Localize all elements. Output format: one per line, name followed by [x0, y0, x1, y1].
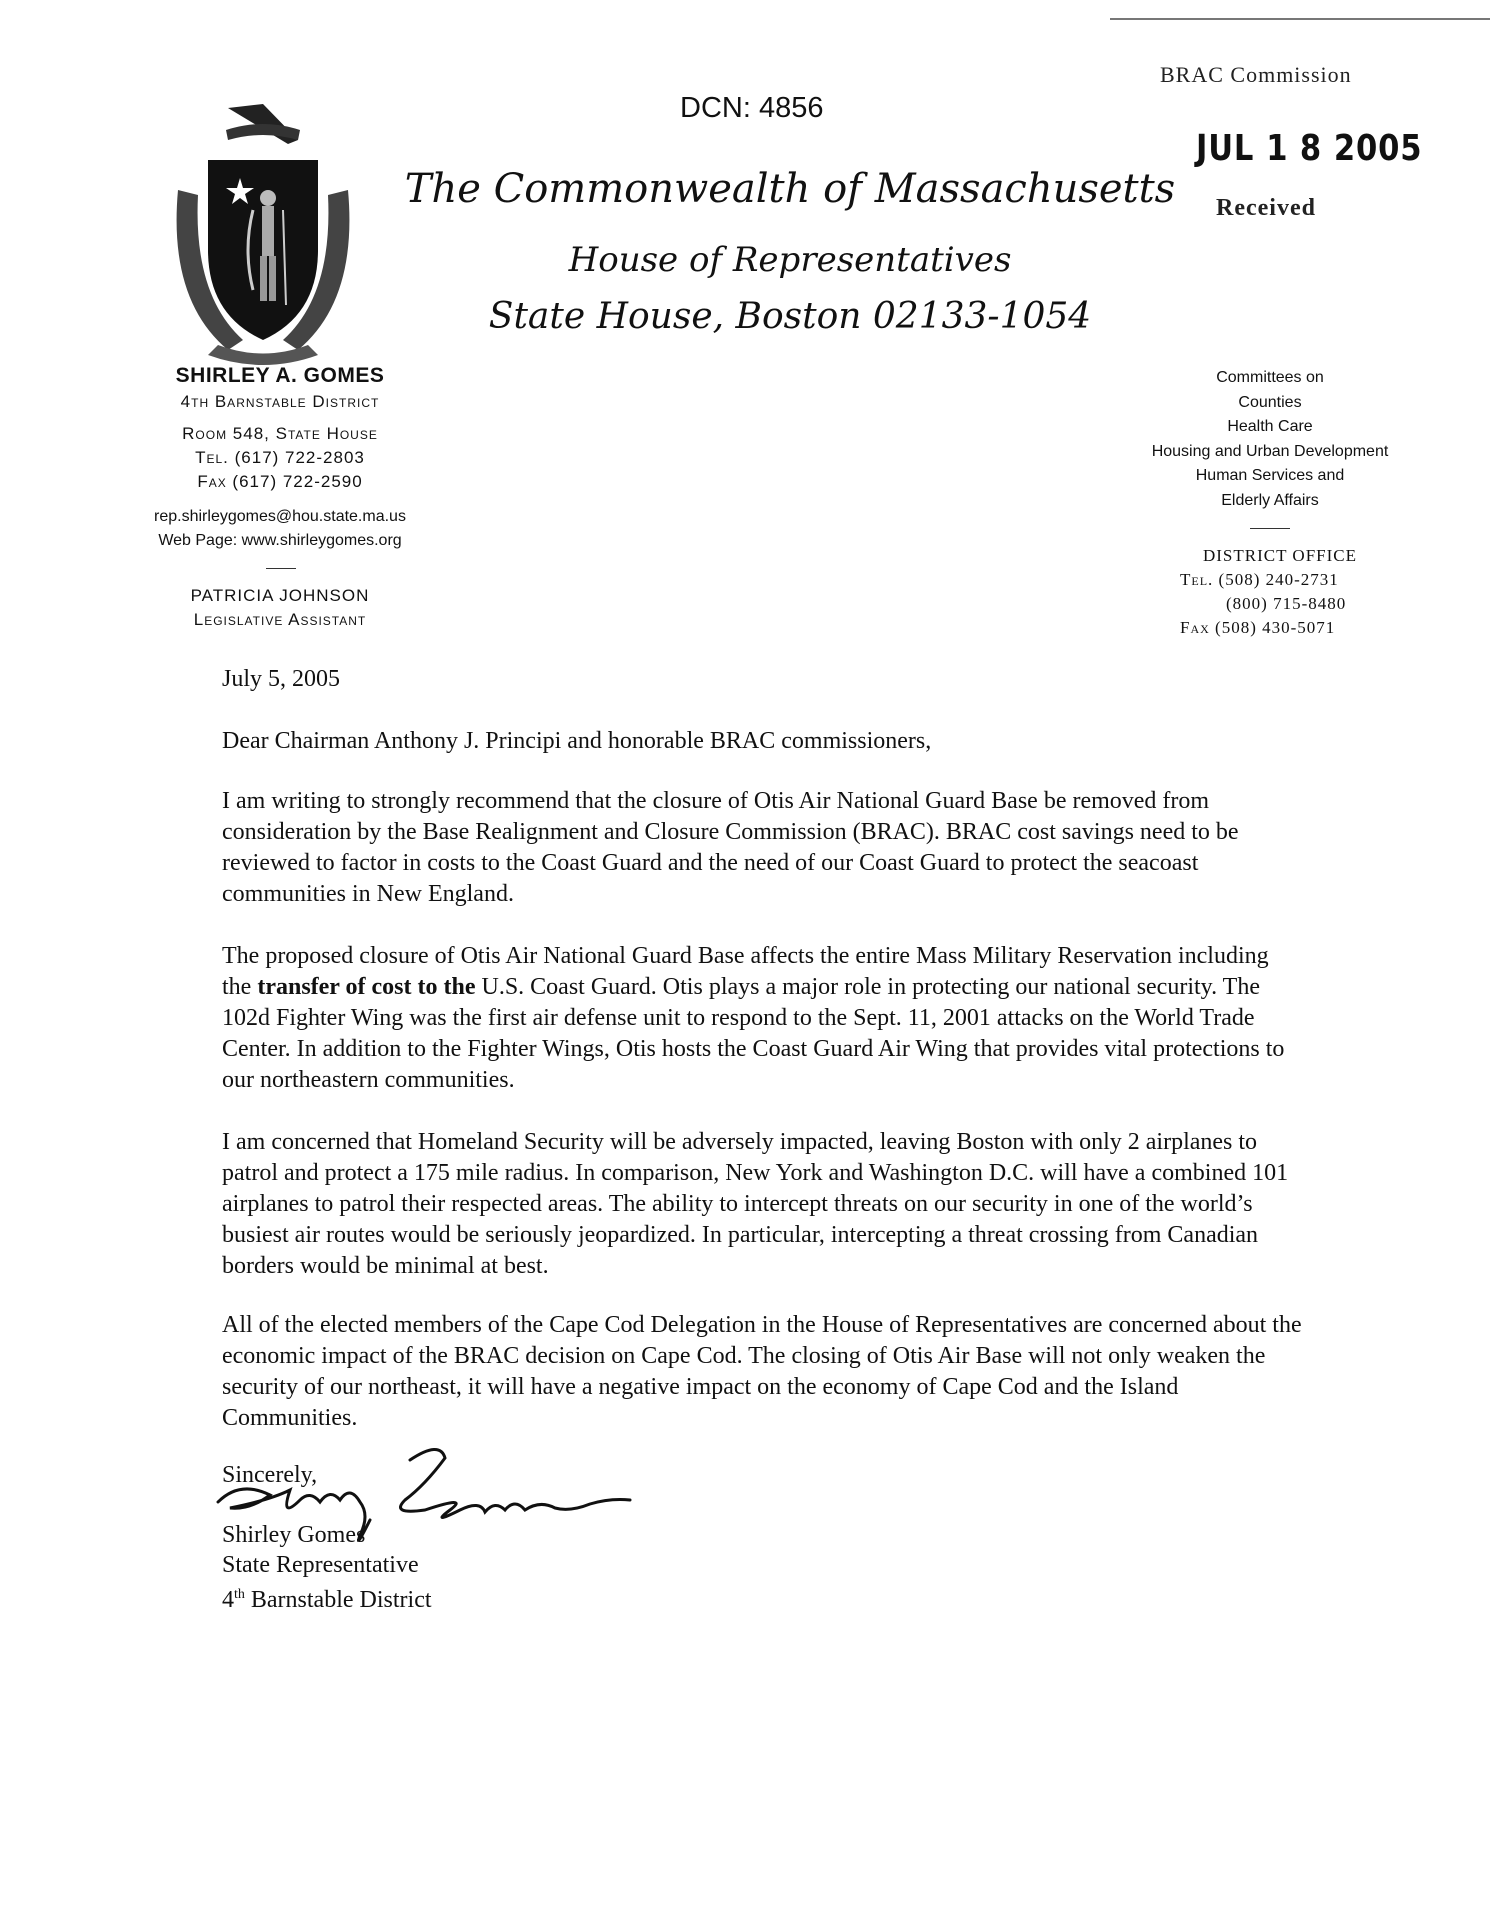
- signer-title: State Representative: [222, 1552, 419, 1578]
- stamp-year: 2005: [1333, 128, 1423, 169]
- sender-contact-block: [100, 422, 460, 494]
- district-office-heading: DISTRICT OFFICE: [1202, 546, 1357, 565]
- top-rule: [1110, 18, 1490, 20]
- letterhead-commonwealth: The Commonwealth of Massachusetts: [404, 166, 1176, 212]
- paragraph-3: I am concerned that Homeland Security will be adversely impacted, leaving Boston with only 2 airplanes to patrol and protect a 175 mile radius. In comparison, New York and Washington D.C. will have a combined 101 airplanes to patrol their respected areas. The ability to intercept threats on our security in one of the world’s busiest air routes would be seriously jeopardized. In particular, intercepting a threat crossing from Canadian borders would be minimal at best.: [222, 1129, 1289, 1279]
- sender-room: Room 548, State House: [182, 424, 378, 443]
- paragraph-1: I am writing to strongly recommend that the closure of Otis Air National Guard Base be removed from consideration by the Base Realignment and Closure Commission (BRAC). BRAC cost savings need to be reviewed to factor in costs to the Coast Guard and the need of our Coast Guard to protect the seacoast communities in New England.: [222, 788, 1239, 907]
- signer-name: Shirley Gomes: [222, 1522, 366, 1548]
- paragraph-2-bold: transfer of cost to the: [257, 974, 476, 1000]
- assistant-title: Legislative Assistant: [193, 610, 367, 629]
- sender-fax: Fax (617) 722-2590: [197, 472, 363, 491]
- sender-name: SHIRLEY A. GOMES: [175, 364, 385, 387]
- salutation: Dear Chairman Anthony J. Principi and honorable BRAC commissioners,: [222, 728, 932, 754]
- committee-item: Counties: [1238, 393, 1302, 411]
- letterhead-house: House of Representatives: [568, 240, 1012, 280]
- sender-district: 4th Barnstable District: [180, 392, 380, 411]
- closing: Sincerely,: [222, 1462, 318, 1488]
- district-office-tel2: (800) 715-8480: [1226, 594, 1347, 613]
- received-date-stamp: [1196, 128, 1434, 169]
- committee-item: Elderly Affairs: [1221, 491, 1319, 509]
- stamp-month: JUL: [1196, 128, 1255, 169]
- dcn-number: DCN: 4856: [680, 92, 824, 124]
- committees-block: [1120, 366, 1420, 513]
- sender-email: rep.shirleygomes@hou.state.ma.us: [154, 508, 406, 525]
- committee-item: Housing and Urban Development: [1151, 442, 1389, 460]
- stamp-day: 1 8: [1266, 128, 1322, 169]
- sender-tel: Tel. (617) 722-2803: [195, 448, 365, 467]
- letterhead-address: State House, Boston 02133-1054: [488, 296, 1092, 337]
- brac-commission-stamp: BRAC Commission: [1160, 62, 1352, 87]
- signer-district: 4th Barnstable District: [222, 1587, 432, 1613]
- right-divider: [1250, 528, 1290, 529]
- district-office-tel: Tel. (508) 240-2731: [1180, 570, 1339, 589]
- district-office-fax: Fax (508) 430-5071: [1180, 618, 1336, 637]
- left-divider: [266, 568, 296, 569]
- paragraph-2: [222, 941, 1302, 1096]
- committee-item: Health Care: [1227, 418, 1313, 435]
- assistant-block: [100, 584, 460, 632]
- sender-online-block: [100, 505, 460, 553]
- letter-date: July 5, 2005: [222, 666, 341, 692]
- received-label: Received: [1216, 195, 1316, 221]
- committee-item: Human Services and: [1195, 467, 1345, 484]
- assistant-name: PATRICIA JOHNSON: [190, 586, 370, 605]
- paragraph-2-part-b: U.S. Coast Guard. Otis plays a major role in protecting our national security. The 102d Fighter Wing was the first air defense unit to respond to the Sept. 11, 2001 attacks on the World Trade Center. In addition to the Fighter Wings, Otis hosts the Coast Guard Air Wing that provides vital protections to our northeastern communities.: [222, 974, 1285, 1093]
- paragraph-4: All of the elected members of the Cape Cod Delegation in the House of Representatives are concerned about the economic impact of the BRAC decision on Cape Cod. The closing of Otis Air Base will not only weaken the security of our northeast, it will have a negative impact on the economy of Cape Cod and the Island Communities.: [222, 1312, 1302, 1431]
- massachusetts-seal-icon: [168, 100, 358, 370]
- signer-block: [222, 1520, 432, 1615]
- paragraph-2-part-a: The proposed closure of Otis Air National Guard Base affects the entire Mass Military Reservation including the: [222, 943, 1269, 1000]
- district-office-block: [1180, 544, 1420, 640]
- sender-web: Web Page: www.shirleygomes.org: [158, 532, 402, 549]
- committees-heading: Committees on: [1216, 369, 1324, 386]
